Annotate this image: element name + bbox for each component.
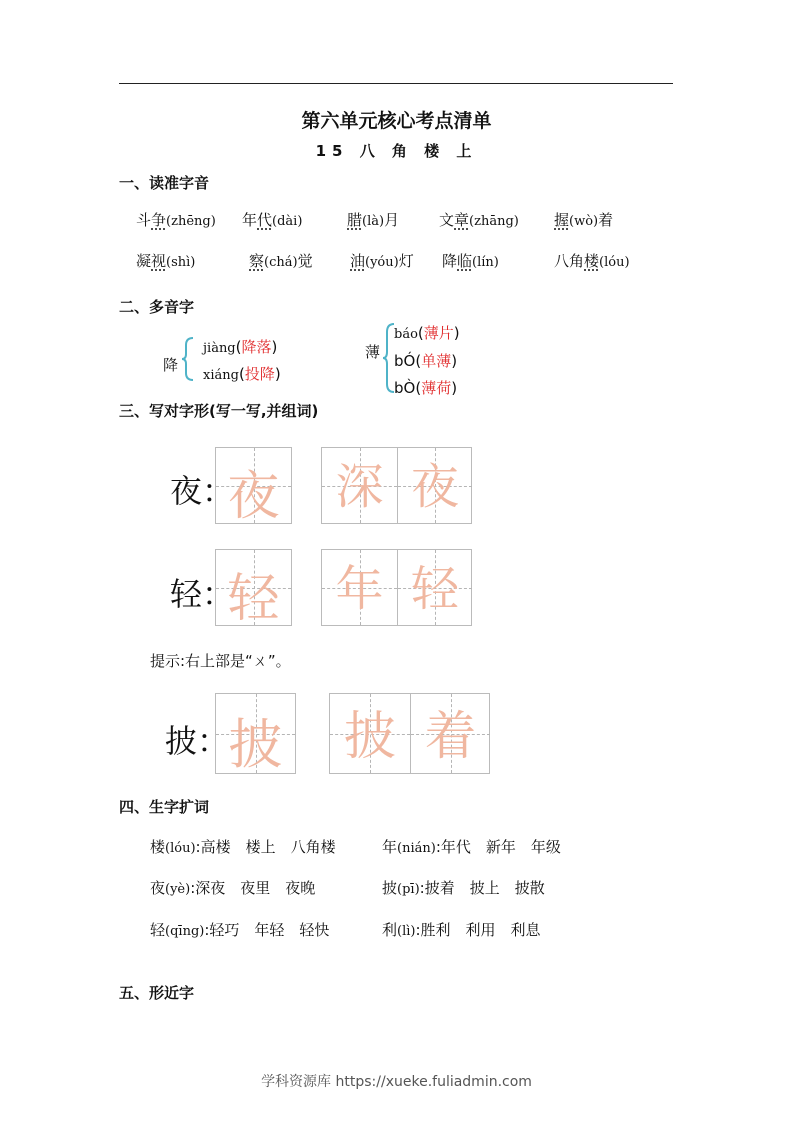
writing-char-label: 夜： xyxy=(170,472,235,510)
expansion-item: 利(lì):胜利 利用 利息 xyxy=(382,921,541,939)
polyphone-reading: bÒ(薄荷) xyxy=(394,379,458,397)
section-4-heading: 四、生字扩词 xyxy=(119,798,210,816)
polyphone-char: 降 xyxy=(163,356,179,374)
writing-hint: 提示:右上部是“ㄨ”。 xyxy=(150,652,291,670)
pinyin-item: 察(chá)觉 xyxy=(249,252,313,270)
trace-char: 披 xyxy=(228,713,283,773)
polyphone-reading: jiàng(降落) xyxy=(203,338,278,356)
trace-char: 着 xyxy=(424,707,477,767)
trace-char: 披 xyxy=(343,707,396,767)
trace-char: 轻 xyxy=(410,561,459,617)
tian-grid xyxy=(321,549,472,626)
section-5-heading: 五、形近字 xyxy=(119,984,195,1002)
expansion-item: 夜(yè):深夜 夜里 夜晚 xyxy=(150,879,316,897)
header-rule xyxy=(119,83,673,84)
pinyin-item: 握(wò)着 xyxy=(554,211,614,229)
section-1-heading: 一、读准字音 xyxy=(119,174,210,192)
section-2-heading: 二、多音字 xyxy=(119,298,195,316)
trace-char: 深 xyxy=(335,459,384,515)
pinyin-item: 凝视(shì) xyxy=(136,252,196,270)
pinyin-item: 斗争(zhēng) xyxy=(136,211,216,229)
tian-grid xyxy=(215,693,296,774)
brace-icon xyxy=(180,336,196,382)
expansion-item: 轻(qīng):轻巧 年轻 轻快 xyxy=(150,921,330,939)
tian-grid xyxy=(329,693,490,774)
page-title: 第六单元核心考点清单 xyxy=(301,110,492,132)
trace-char: 轻 xyxy=(227,569,280,625)
expansion-item: 披(pī):披着 披上 披散 xyxy=(382,879,545,897)
writing-char-label: 轻： xyxy=(170,575,235,613)
pinyin-item: 文章(zhāng) xyxy=(439,211,519,229)
pinyin-item: 八角楼(lóu) xyxy=(554,252,630,270)
tian-grid xyxy=(321,447,472,524)
polyphone-reading: bÓ(单薄) xyxy=(394,352,458,370)
pinyin-item: 油(yóu)灯 xyxy=(350,252,414,270)
trace-char: 夜 xyxy=(227,467,280,523)
pinyin-item: 年代(dài) xyxy=(242,211,303,229)
expansion-item: 楼(lóu):高楼 楼上 八角楼 xyxy=(150,838,336,856)
expansion-item: 年(nián):年代 新年 年级 xyxy=(382,838,561,856)
lesson-title: 15 八 角 楼 上 xyxy=(315,142,478,160)
polyphone-char: 薄 xyxy=(365,343,381,361)
writing-char-label: 披： xyxy=(165,722,230,760)
footer-source: 学科资源库 https://xueke.fuliadmin.com xyxy=(261,1074,532,1090)
polyphone-reading: xiáng(投降) xyxy=(203,365,281,383)
section-3-heading: 三、写对字形(写一写,并组词) xyxy=(119,402,319,420)
tian-grid xyxy=(215,447,292,524)
pinyin-item: 降临(lín) xyxy=(442,252,499,270)
trace-char: 夜 xyxy=(410,459,459,515)
tian-grid xyxy=(215,549,292,626)
pinyin-item: 腊(là)月 xyxy=(347,211,400,229)
polyphone-reading: báo(薄片) xyxy=(394,324,460,342)
trace-char: 年 xyxy=(335,561,384,617)
